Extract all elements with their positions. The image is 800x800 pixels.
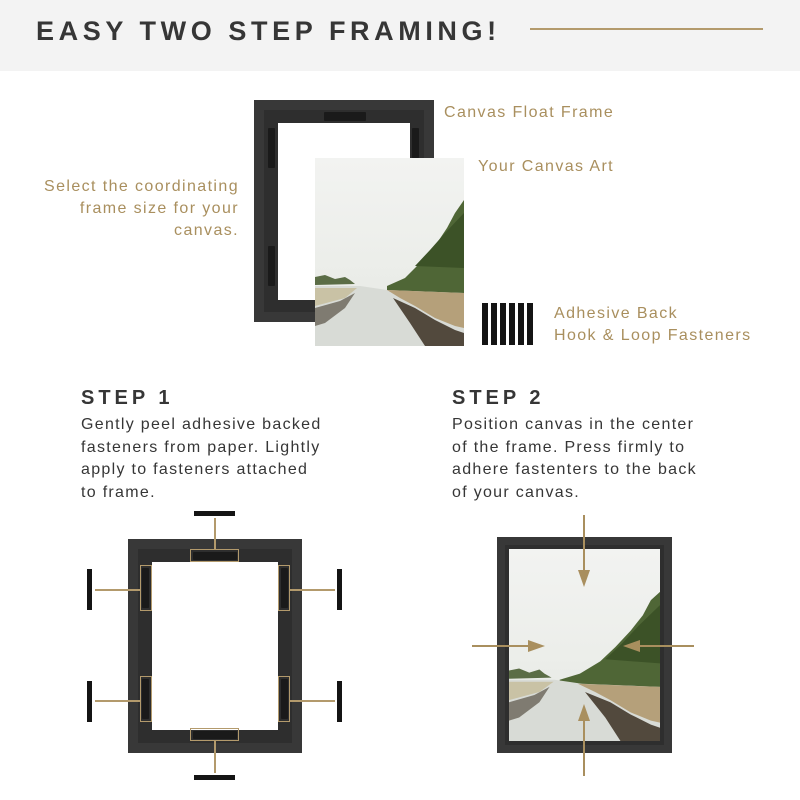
step-1-title: STEP 1 [81, 387, 174, 409]
step-2-title: STEP 2 [452, 387, 545, 409]
step-1-instructions: Gently peel adhesive backed fasteners from paper. Lightly apply to fasteners attached to frame. [81, 416, 322, 501]
select-size-text: Select the coordinating frame size for your canvas. [44, 178, 239, 239]
label-your-canvas-art: Your Canvas Art [478, 158, 615, 175]
label-fasteners: Adhesive Back Hook & Loop Fasteners [554, 305, 752, 344]
step-2-instructions: Position canvas in the center of the frame. Press firmly to adhere fastenters to the back of your canvas. [452, 416, 697, 501]
label-canvas-float-frame: Canvas Float Frame [444, 104, 615, 121]
page-title: EASY TWO STEP FRAMING! [36, 16, 501, 46]
